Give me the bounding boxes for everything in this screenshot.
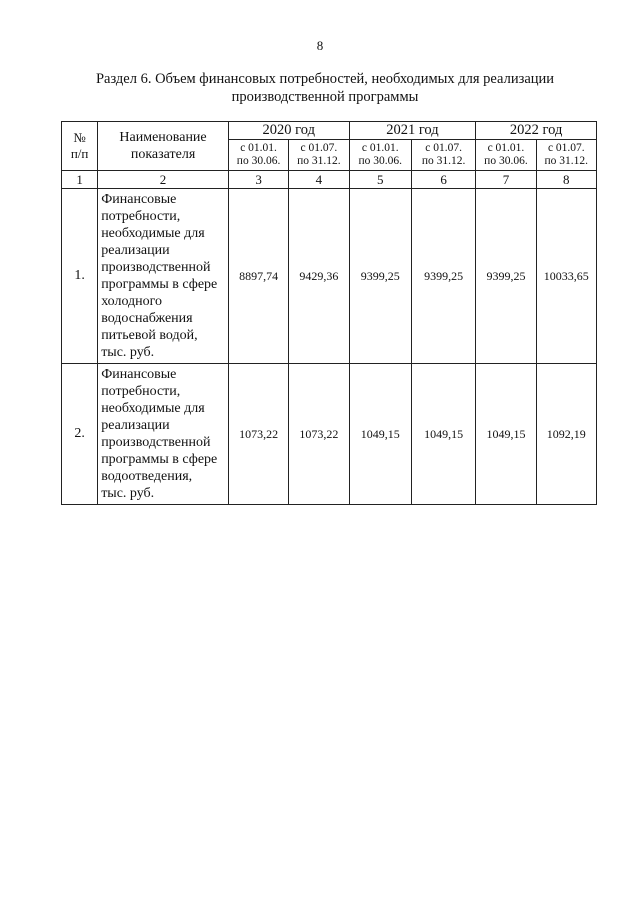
value-cell: 9399,25 <box>411 189 475 364</box>
column-index: 5 <box>349 171 411 189</box>
indicator-name-line: реализации <box>101 243 170 258</box>
value-cell: 1049,15 <box>349 364 411 505</box>
indicator-name-line: производственной <box>101 260 211 275</box>
period-end: по 31.12. <box>297 155 341 167</box>
header-period <box>476 140 536 171</box>
section-title-line-1: Раздел 6. Объем финансовых потребностей, необходимых для реализации <box>95 71 555 87</box>
header-num-symbol: № <box>73 130 86 145</box>
column-index: 2 <box>98 171 229 189</box>
indicator-name-line: программы в сфере <box>101 277 218 292</box>
header-name-line-2: показателя <box>130 147 196 162</box>
section-title <box>60 70 590 106</box>
header-year-2020: 2020 год <box>228 122 349 140</box>
indicator-name-line: водоснабжения <box>101 311 193 326</box>
header-name-line-1: Наименование <box>119 130 207 145</box>
column-index: 8 <box>536 171 596 189</box>
table-row <box>62 364 597 505</box>
period-start: с 01.07. <box>547 142 585 154</box>
value-cell: 9399,25 <box>476 189 536 364</box>
indicator-name-line: необходимые для <box>101 401 205 416</box>
column-index-row <box>62 171 597 189</box>
header-period <box>228 140 288 171</box>
value-cell: 10033,65 <box>536 189 596 364</box>
table-row <box>62 189 597 364</box>
indicator-name-line: производственной <box>101 435 211 450</box>
indicator-name-line: водоотведения, <box>101 469 193 484</box>
indicator-name-line: холодного <box>101 294 163 309</box>
period-end: по 31.12. <box>421 155 466 167</box>
indicator-name-line: потребности, <box>101 209 181 224</box>
indicator-name-line: Финансовые <box>101 367 177 382</box>
indicator-name-line: Финансовые <box>101 192 177 207</box>
section-title-line-2: производственной программы <box>231 89 419 105</box>
indicator-name-line: потребности, <box>101 384 181 399</box>
period-start: с 01.07. <box>425 142 462 154</box>
column-index: 7 <box>476 171 536 189</box>
value-cell: 1073,22 <box>228 364 288 505</box>
column-index: 3 <box>228 171 288 189</box>
header-period <box>536 140 596 171</box>
value-cell: 1049,15 <box>411 364 475 505</box>
header-period <box>411 140 475 171</box>
indicator-name <box>98 364 229 505</box>
value-cell: 8897,74 <box>228 189 288 364</box>
value-cell: 1049,15 <box>476 364 536 505</box>
column-index: 6 <box>411 171 475 189</box>
row-number: 1. <box>62 189 98 364</box>
period-end: по 30.06. <box>236 155 281 167</box>
indicator-name-line: питьевой водой, <box>101 328 198 343</box>
value-cell: 1073,22 <box>289 364 349 505</box>
header-period <box>349 140 411 171</box>
period-end: по 30.06. <box>358 155 403 167</box>
indicator-name-line: тыс. руб. <box>101 486 155 501</box>
period-end: по 31.12. <box>544 155 589 167</box>
header-year-2022: 2022 год <box>476 122 597 140</box>
value-cell: 9399,25 <box>349 189 411 364</box>
period-start: с 01.01. <box>361 142 399 154</box>
period-start: с 01.01. <box>487 142 525 154</box>
period-start: с 01.01. <box>240 142 277 154</box>
financial-needs-table <box>61 121 597 505</box>
column-index: 1 <box>62 171 98 189</box>
header-row-number <box>62 122 98 171</box>
period-start: с 01.07. <box>300 142 338 154</box>
indicator-name-line: реализации <box>101 418 170 433</box>
period-end: по 30.06. <box>484 155 528 167</box>
header-period <box>289 140 349 171</box>
header-year-2021: 2021 год <box>349 122 476 140</box>
page-number: 8 <box>316 38 324 53</box>
value-cell: 9429,36 <box>289 189 349 364</box>
indicator-name <box>98 189 229 364</box>
column-index: 4 <box>289 171 349 189</box>
indicator-name-line: программы в сфере <box>101 452 218 467</box>
indicator-name-line: тыс. руб. <box>101 345 155 360</box>
indicator-name-line: необходимые для <box>101 226 205 241</box>
header-num-abbrev: п/п <box>70 146 89 161</box>
row-number: 2. <box>62 364 98 505</box>
value-cell: 1092,19 <box>536 364 596 505</box>
header-indicator-name <box>98 122 229 171</box>
